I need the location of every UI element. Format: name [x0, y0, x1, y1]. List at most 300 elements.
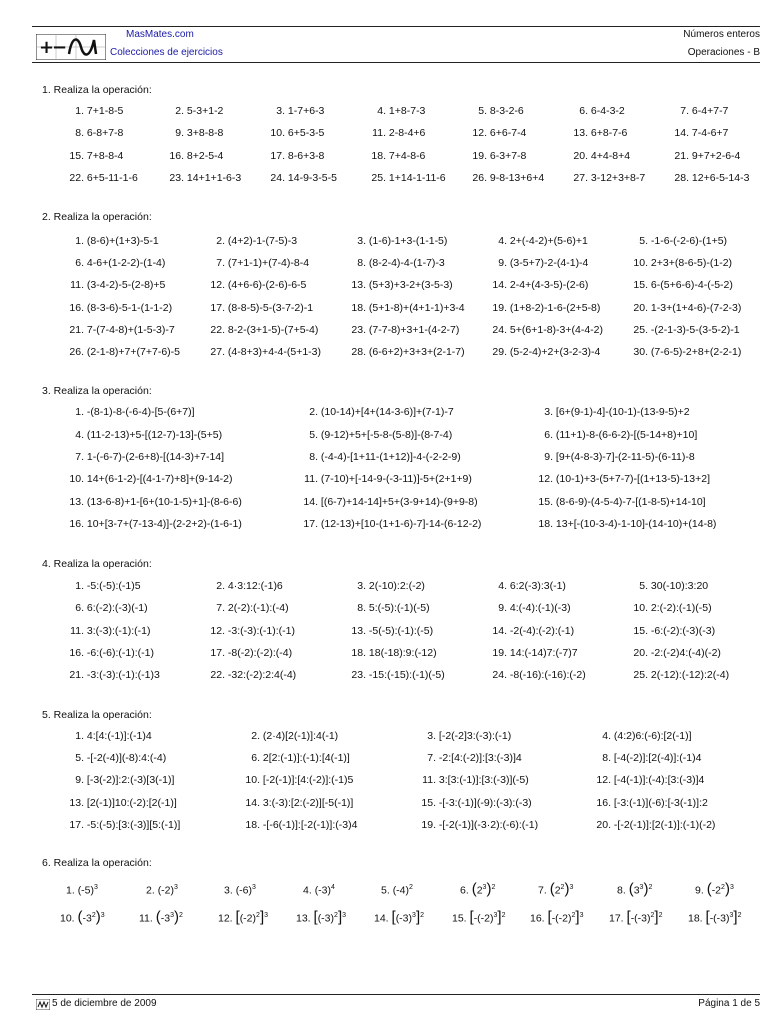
exercise-s1-9 [162, 127, 223, 139]
exercise-number: 14. [245, 797, 260, 809]
exercise-s6-row2-4 [296, 908, 347, 926]
exercise-number: 15. [452, 912, 470, 925]
exercise-s1-13 [566, 127, 627, 139]
exercise-number: 5. [639, 235, 648, 247]
exercise-number: 5. [478, 105, 487, 117]
inner-exponent: 2 [256, 912, 260, 919]
exercise-s1-14 [667, 127, 728, 139]
exercise-expression: 3:[3:(-1)]:[3:(-3)](-5) [436, 774, 529, 786]
exercise-number: 16. [69, 302, 84, 314]
exercise-number: 21. [69, 669, 84, 681]
exercise-expression: 2(-2):(-1):(-4) [225, 602, 289, 614]
exercise-s4-3 [344, 580, 425, 592]
exercise-s2-26 [62, 346, 180, 358]
inner-exponent: 3 [170, 912, 174, 919]
exercise-expression: -2(-4):(-2):(-1) [507, 625, 575, 637]
power-base: (-2) [239, 912, 257, 925]
exercise-expression: 2:(-2):(-1)(-5) [648, 602, 712, 614]
exercise-s2-19 [485, 302, 600, 314]
exercise-expression: -[-2(-4)](-8):4:(-4) [84, 752, 167, 764]
exercise-s4-8 [344, 602, 430, 614]
bracket-close: ) [95, 908, 101, 926]
exercise-number: 21. [69, 324, 84, 336]
exercise-s4-10 [626, 602, 712, 614]
power-base: -(-3) [709, 912, 730, 925]
exercise-number: 10. [633, 602, 648, 614]
exercise-number: 18. [371, 150, 386, 162]
exercise-expression: (-4-4)-[1+11-(1+12)]-4-(-2-2-9) [318, 451, 461, 463]
exercise-number: 18. [351, 647, 366, 659]
bracket-close: ] [497, 908, 502, 926]
exercise-expression: 7+4-8-6 [386, 150, 426, 162]
exercise-s3-10 [62, 473, 233, 485]
exercise-number: 11. [304, 473, 318, 485]
exercise-number: 12. [596, 774, 611, 786]
power-base: 2 [554, 884, 561, 897]
exercise-s3-2 [296, 406, 454, 418]
exercise-expression: -8(-16):(-16):(-2) [507, 669, 586, 681]
exercise-expression: (8-6)+(1+3)-5-1 [84, 235, 159, 247]
site-name[interactable]: MasMates.com [126, 29, 194, 40]
exercise-expression: 2+(-4-2)+(5-6)+1 [507, 235, 588, 247]
exercise-s3-14 [296, 496, 478, 508]
exercise-expression: 6-3+7-8 [487, 150, 527, 162]
exercise-expression: (5+3)+3-2+(3-5-3) [366, 279, 453, 291]
exercise-s6-row2-2 [139, 908, 183, 926]
exercise-number: 3. [276, 105, 285, 117]
exercise-s2-18 [344, 302, 465, 314]
exercise-number: 26. [472, 172, 487, 184]
exercise-expression: (11-2-13)+5-[(12-7)-13]-(5+5) [84, 429, 223, 441]
exercise-number: 14. [374, 912, 392, 925]
exercise-number: 10. [60, 912, 78, 925]
exercise-s4-1 [62, 580, 141, 592]
exercise-expression: (11+1)-8-(6-6-2)-[(5-14+8)+10] [553, 429, 698, 441]
exercise-s1-10 [263, 127, 324, 139]
exercise-s1-28 [667, 172, 749, 184]
power-base: (-2) [157, 884, 175, 897]
section-5-title: 5. Realiza la operación: [42, 709, 152, 721]
bracket-open: ( [77, 908, 83, 926]
exercise-expression: 7-(7-4-8)+(1-5-3)-7 [84, 324, 175, 336]
exercise-expression: -1-6-(-2-6)-(1+5) [648, 235, 728, 247]
outer-exponent: 2 [648, 884, 653, 891]
bracket-open: ( [706, 880, 712, 898]
exercise-expression: 6-(5+6-6)-4-(-5-2) [648, 279, 733, 291]
exercise-s1-8 [62, 127, 123, 139]
exercise-number: 9. [75, 774, 84, 786]
exercise-s2-3 [344, 235, 447, 247]
exercise-number: 8. [357, 602, 366, 614]
exercise-s2-29 [485, 346, 600, 358]
exercise-expression: -15:(-15):(-1)(-5) [366, 669, 445, 681]
bracket-open: [ [391, 908, 396, 926]
exercise-s4-18 [344, 647, 437, 659]
masmates-small-logo [36, 999, 50, 1010]
exercise-s1-7 [667, 105, 728, 117]
header-top-rule [32, 26, 760, 27]
exercise-number: 12. [538, 473, 553, 485]
exercise-expression: (1-6)-1+3-(1-1-5) [366, 235, 448, 247]
bracket-close: ] [415, 908, 421, 926]
exercise-s6-row1-4 [303, 884, 335, 897]
exercise-number: 11. [70, 279, 84, 291]
exercise-number: 14. [303, 496, 318, 508]
exercise-s3-15 [531, 496, 706, 508]
exercise-s5-1 [62, 730, 152, 742]
exercise-number: 2. [175, 105, 184, 117]
exercise-expression: 8+2-5-4 [184, 150, 224, 162]
exercise-number: 2. [251, 730, 260, 742]
exercise-expression: (9-12)+5+[-5-8-(5-8)]-(8-7-4) [318, 429, 453, 441]
exercise-number: 13. [573, 127, 588, 139]
exercise-number: 15. [421, 797, 436, 809]
exercise-s6-row2-9 [688, 908, 742, 926]
exercise-number: 20. [633, 302, 648, 314]
exercise-expression: (2·4)[2(-1)]:4(-1) [260, 730, 339, 742]
exercise-number: 17. [609, 912, 627, 925]
exercise-expression: 14:(-14)7:(-7)7 [507, 647, 578, 659]
bracket-close: ] [654, 908, 659, 926]
exercise-expression: -(2-1-3)-5-(3-5-2)-1 [648, 324, 740, 336]
exercise-expression: 6-4+7-7 [689, 105, 729, 117]
power-exponent: 3 [174, 884, 178, 891]
exercise-s6-row2-1 [60, 908, 105, 926]
power-base: (-3) [317, 912, 335, 925]
exercise-expression: (3-4-2)-5-(2-8)+5 [84, 279, 166, 291]
exercise-expression: 6+6-7-4 [487, 127, 527, 139]
exercise-s2-13 [344, 279, 453, 291]
exercise-expression: [-3(-2)]:2:(-3)[3(-1)] [84, 774, 175, 786]
exercise-number: 23. [351, 324, 366, 336]
exercise-s4-15 [626, 625, 715, 637]
exercise-s5-14 [238, 797, 353, 809]
bracket-open: ( [155, 908, 161, 926]
bracket-open: [ [313, 908, 318, 926]
exercise-s1-24 [263, 172, 337, 184]
exercise-s4-24 [485, 669, 586, 681]
exercise-expression: 6+5-3-5 [285, 127, 325, 139]
exercise-s1-16 [162, 150, 223, 162]
exercise-expression: 3-12+3+8-7 [588, 172, 646, 184]
exercise-number: 20. [596, 819, 611, 831]
exercise-s5-19 [414, 819, 538, 831]
exercise-expression: 4·3:12:(-1)6 [225, 580, 283, 592]
exercise-s3-5 [296, 429, 452, 441]
exercise-number: 1. [66, 884, 78, 897]
exercise-number: 28. [351, 346, 366, 358]
power-exponent: 3 [94, 884, 98, 891]
exercise-number: 4. [498, 235, 507, 247]
outer-exponent: 2 [491, 884, 496, 891]
exercise-expression: 1+14-1-11-6 [386, 172, 446, 184]
footer-date: 5 de diciembre de 2009 [52, 998, 157, 1009]
exercise-s5-12 [589, 774, 704, 786]
bracket-open: [ [235, 908, 240, 926]
exercise-s4-25 [626, 669, 729, 681]
exercise-s1-27 [566, 172, 645, 184]
exercise-s5-11 [414, 774, 529, 786]
exercise-number: 1. [75, 235, 84, 247]
exercise-number: 19. [421, 819, 436, 831]
exercise-number: 12. [218, 912, 236, 925]
exercise-number: 5. [309, 429, 318, 441]
exercise-s2-14 [485, 279, 588, 291]
exercise-expression: (10-14)+[4+(14-3-6)]+(7-1)-7 [318, 406, 454, 418]
exercise-number: 24. [492, 669, 507, 681]
exercise-s5-2 [238, 730, 338, 742]
exercise-number: 25. [633, 324, 648, 336]
outer-exponent: 2 [178, 912, 183, 919]
exercise-s1-15 [62, 150, 123, 162]
exercise-number: 19. [492, 302, 507, 314]
exercise-s2-10 [626, 257, 732, 269]
exercise-number: 4. [377, 105, 386, 117]
exercise-number: 2. [216, 580, 225, 592]
exercise-number: 20. [633, 647, 648, 659]
exercise-s2-28 [344, 346, 465, 358]
masmates-logo [36, 34, 106, 60]
section-3-title: 3. Realiza la operación: [42, 385, 152, 397]
exercise-number: 27. [210, 346, 225, 358]
exercise-s5-17 [62, 819, 180, 831]
power-base: -2 [711, 884, 722, 897]
exercise-number: 11. [139, 912, 156, 925]
exercise-s4-7 [203, 602, 289, 614]
exercise-s2-11 [62, 279, 165, 291]
exercise-s1-12 [465, 127, 526, 139]
exercise-expression: 4+4-8+4 [588, 150, 631, 162]
exercise-s2-2 [203, 235, 297, 247]
exercise-number: 5. [639, 580, 648, 592]
exercise-s1-2 [162, 105, 223, 117]
outer-exponent: 3 [342, 912, 347, 919]
exercise-expression: 6-8+7-8 [84, 127, 124, 139]
exercise-number: 13. [69, 797, 84, 809]
power-base: (-3) [395, 912, 413, 925]
exercise-number: 2. [146, 884, 158, 897]
exercise-number: 11. [70, 625, 84, 637]
exercise-number: 9. [498, 257, 507, 269]
exercise-s4-5 [626, 580, 708, 592]
exercise-number: 12. [210, 279, 225, 291]
exercise-s3-3 [531, 406, 690, 418]
exercise-number: 13. [351, 625, 366, 637]
outer-exponent: 2 [658, 912, 663, 919]
power-base: -(-2) [551, 912, 572, 925]
exercise-number: 7. [216, 257, 225, 269]
exercise-s1-21 [667, 150, 740, 162]
exercise-s5-5 [62, 752, 166, 764]
exercise-s1-19 [465, 150, 526, 162]
power-base: 2 [476, 884, 483, 897]
exercise-number: 27. [573, 172, 588, 184]
exercise-number: 9. [498, 602, 507, 614]
exercise-s3-17 [296, 518, 481, 530]
exercise-number: 1. [75, 105, 84, 117]
exercise-s4-19 [485, 647, 578, 659]
exercise-s2-5 [626, 235, 727, 247]
exercise-expression: 1-3+(1+4-6)-(7-2-3) [648, 302, 742, 314]
inner-exponent: 2 [571, 912, 576, 919]
exercise-number: 29. [492, 346, 507, 358]
exercise-number: 3. [427, 730, 436, 742]
exercise-number: 30. [633, 346, 648, 358]
exercise-s5-4 [589, 730, 692, 742]
exercise-s5-13 [62, 797, 177, 809]
power-base: -(-3) [630, 912, 651, 925]
svg-text:−: − [52, 37, 68, 58]
exercise-expression: -5:(-5):(-1)5 [84, 580, 141, 592]
exercise-number: 4. [602, 730, 611, 742]
exercise-s1-6 [566, 105, 625, 117]
inner-exponent: 2 [91, 912, 96, 919]
exercise-number: 6. [251, 752, 260, 764]
exercise-expression: 5-3+1-2 [184, 105, 224, 117]
exercise-expression: (2-1-8)+7+(7+7-6)-5 [84, 346, 181, 358]
exercise-s3-8 [296, 451, 461, 463]
exercise-number: 17. [210, 302, 225, 314]
exercise-number: 22. [210, 669, 225, 681]
exercise-s6-row2-8 [609, 908, 663, 926]
bracket-open: [ [547, 908, 552, 926]
exercise-number: 7. [427, 752, 436, 764]
exercise-s3-9 [531, 451, 695, 463]
exercise-s4-11 [62, 625, 151, 637]
exercise-s6-row1-6 [460, 880, 496, 898]
exercise-number: 6. [544, 429, 553, 441]
exercise-s6-row2-7 [530, 908, 584, 926]
exercise-expression: -[-2(-1)](-3·2):(-6):(-1) [436, 819, 539, 831]
exercise-number: 2. [309, 406, 318, 418]
exercise-number: 3. [544, 406, 553, 418]
exercise-number: 10. [633, 257, 648, 269]
exercise-s6-row1-9 [695, 880, 734, 898]
exercise-s4-6 [62, 602, 148, 614]
exercise-s2-25 [626, 324, 740, 336]
exercise-expression: (4:2)6:(-6):[2(-1)] [611, 730, 692, 742]
exercise-s3-11 [296, 473, 472, 485]
exercise-s1-23 [162, 172, 241, 184]
bracket-open: ( [628, 880, 634, 898]
exercise-number: 10. [69, 473, 84, 485]
exercise-s4-16 [62, 647, 154, 659]
exercise-expression: 3+8-8-8 [184, 127, 224, 139]
exercise-s1-1 [62, 105, 123, 117]
exercise-s5-16 [589, 797, 708, 809]
exercise-number: 1. [75, 580, 84, 592]
bracket-close: ] [259, 908, 265, 926]
exercise-s6-row1-3 [224, 884, 256, 897]
power-base: -3 [160, 912, 171, 925]
exercise-s2-1 [62, 235, 159, 247]
inner-exponent: 3 [412, 912, 416, 919]
exercise-s6-row1-2 [146, 884, 178, 897]
exercise-number: 26. [69, 346, 84, 358]
exercise-expression: [2(-1)]10:(-2):[2(-1)] [84, 797, 177, 809]
exercise-expression: -6:(-6):(-1):(-1) [84, 647, 154, 659]
exercise-s3-6 [531, 429, 697, 441]
power-base: -3 [82, 912, 92, 925]
exercise-expression: (5-2-4)+2+(3-2-3)-4 [507, 346, 601, 358]
exercise-number: 18. [245, 819, 260, 831]
bracket-open: ( [549, 880, 555, 898]
exercise-expression: 6-4-3-2 [588, 105, 625, 117]
exercise-expression: -[-6(-1)]:[-2(-1)]:(-3)4 [260, 819, 358, 831]
exercise-s3-18 [531, 518, 716, 530]
bracket-close: ) [724, 880, 730, 898]
exercise-expression: [6+(9-1)-4]-(10-1)-(13-9-5)+2 [553, 406, 690, 418]
section-1-title: 1. Realiza la operación: [42, 84, 152, 96]
exercise-number: 16. [69, 647, 84, 659]
exercise-expression: 12+6-5-14-3 [689, 172, 750, 184]
exercise-expression: [-2(-1)]:[4:(-2)]:(-1)5 [260, 774, 354, 786]
bracket-close: ) [643, 880, 649, 898]
exercise-number: 21. [674, 150, 689, 162]
exercise-number: 17. [303, 518, 318, 530]
exercise-expression: 4-6+(1-2-2)-(1-4) [84, 257, 166, 269]
inner-exponent: 3 [639, 884, 644, 891]
exercise-number: 10. [245, 774, 260, 786]
exercise-expression: (1+8-2)-1-6-(2+5-8) [507, 302, 601, 314]
exercise-expression: 8-2-(3+1-5)-(7+5-4) [225, 324, 319, 336]
bracket-close: ] [337, 908, 343, 926]
exercise-s4-21 [62, 669, 160, 681]
exercise-number: 6. [75, 602, 84, 614]
exercise-s6-row1-7 [538, 880, 574, 898]
exercise-s2-21 [62, 324, 175, 336]
exercise-number: 19. [472, 150, 487, 162]
exercise-s6-row2-6 [452, 908, 506, 926]
outer-exponent: 3 [264, 912, 269, 919]
exercise-s4-13 [344, 625, 433, 637]
exercise-expression: 9-8-13+6+4 [487, 172, 545, 184]
exercise-s5-7 [414, 752, 522, 764]
exercise-expression: (6-6+2)+3+3+(2-1-7) [366, 346, 465, 358]
exercise-expression: (8-6-9)-(4-5-4)-7-[(1-8-5)+14-10] [553, 496, 706, 508]
exercise-number: 3. [357, 580, 366, 592]
exercise-expression: [-4(-1)]:(-4):[3:(-3)]4 [611, 774, 705, 786]
outer-exponent: 3 [729, 884, 734, 891]
outer-exponent: 2 [501, 912, 506, 919]
exercise-number: 17. [210, 647, 225, 659]
exercise-s2-7 [203, 257, 309, 269]
exercise-expression: 4:(-4):(-1)(-3) [507, 602, 571, 614]
exercise-expression: 4:[4:(-1)]:(-1)4 [84, 730, 152, 742]
power-exponent: 3 [252, 884, 256, 891]
exercise-s2-30 [626, 346, 741, 358]
inner-exponent: 2 [721, 884, 725, 891]
power-base: (-5) [77, 884, 95, 897]
exercise-number: 15. [633, 279, 648, 291]
inner-exponent: 2 [650, 912, 655, 919]
exercise-number: 7. [75, 451, 84, 463]
outer-exponent: 3 [579, 912, 584, 919]
exercise-s2-24 [485, 324, 603, 336]
exercise-number: 14. [492, 625, 507, 637]
exercise-number: 13. [69, 496, 84, 508]
exercise-number: 14. [674, 127, 689, 139]
exercise-s2-4 [485, 235, 588, 247]
exercise-expression: 6+5-11-1-6 [84, 172, 138, 184]
exercise-s3-16 [62, 518, 242, 530]
exercise-expression: 2[2:(-1)]:(-1):[4(-1)] [260, 752, 350, 764]
exercise-s4-4 [485, 580, 566, 592]
exercise-s2-8 [344, 257, 445, 269]
exercise-expression: (4+2)-1-(7-5)-3 [225, 235, 298, 247]
exercise-number: 5. [75, 752, 84, 764]
bracket-open: [ [469, 908, 474, 926]
